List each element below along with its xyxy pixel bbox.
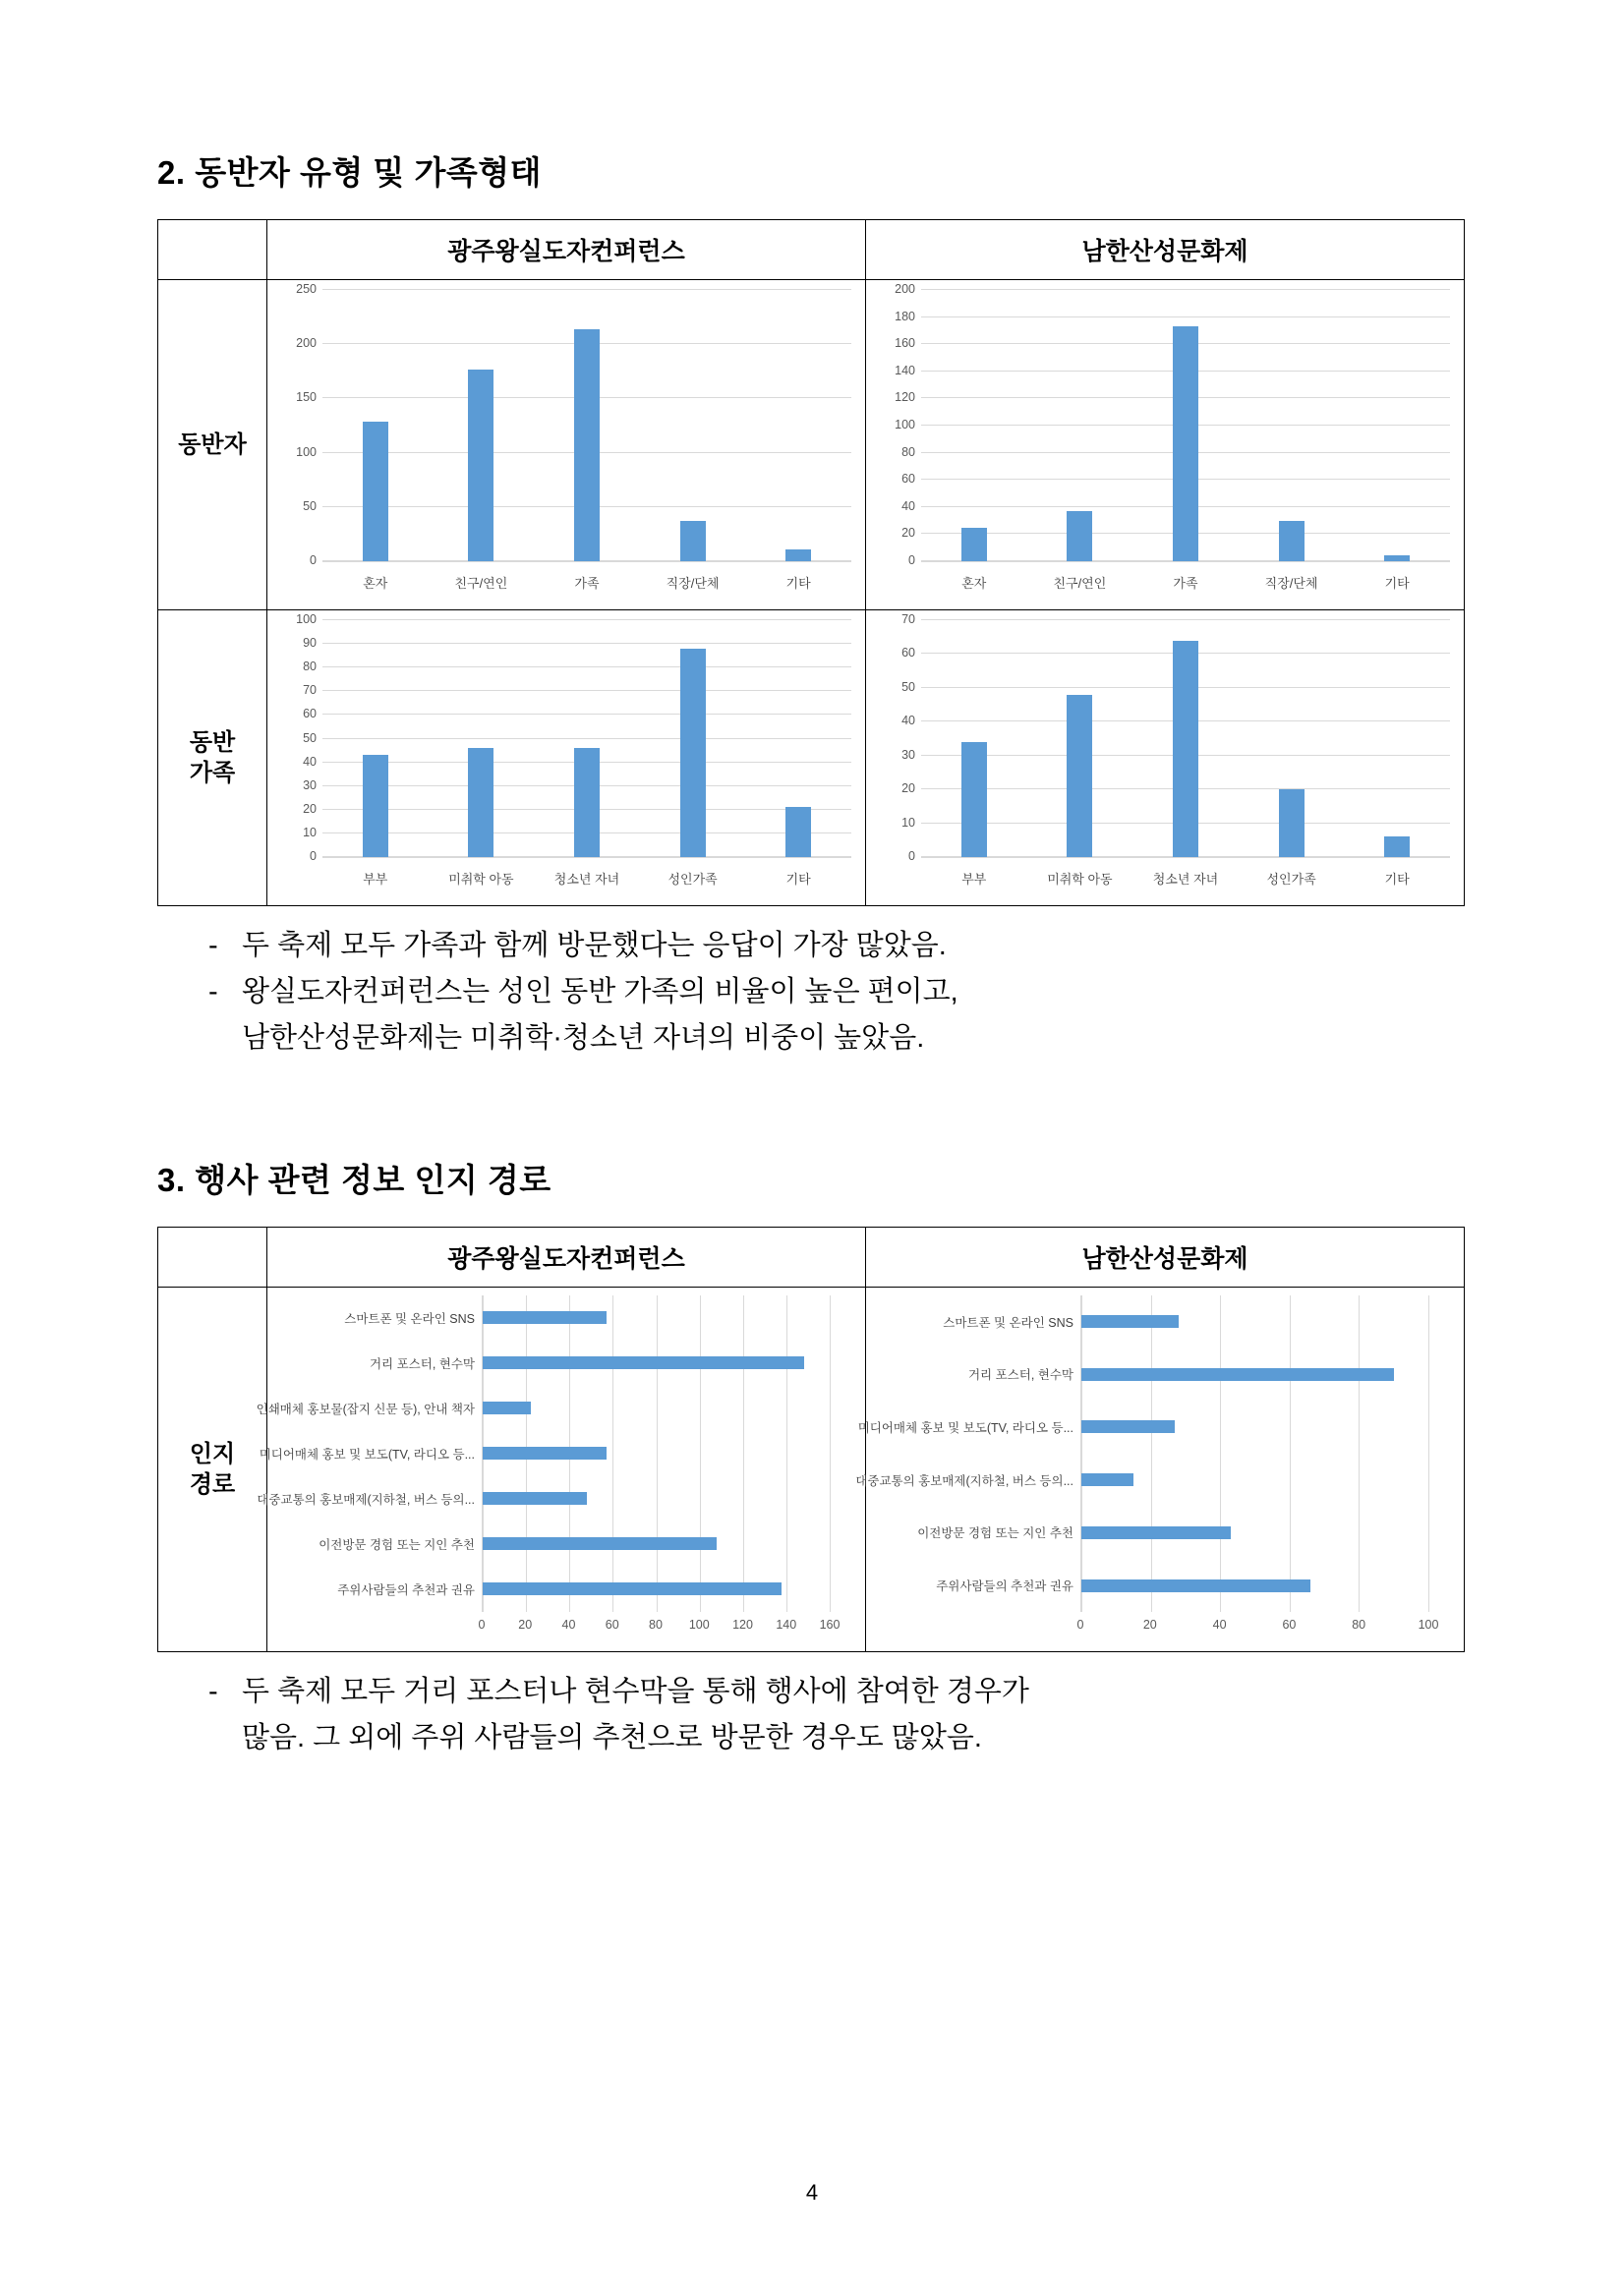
section-title-2: 2. 동반자 유형 및 가족형태 — [157, 154, 542, 191]
bar — [680, 521, 706, 561]
x-axis-tick-label: 가족 — [574, 576, 600, 591]
bar-slot — [429, 620, 535, 857]
y-axis-tick-label: 160 — [895, 336, 915, 351]
category-label: 미디어매체 홍보 및 보도(TV, 라디오 등... — [857, 1420, 1073, 1435]
note-item-continued — [157, 1716, 1467, 1760]
y-axis-tick-label: 0 — [908, 849, 915, 863]
x-axis-tick-label: 미취학 아동 — [1047, 872, 1113, 887]
y-axis-tick-label: 40 — [901, 714, 915, 728]
bar-slot — [257, 1476, 830, 1521]
y-axis-tick-label: 100 — [895, 418, 915, 431]
plot-area — [256, 1295, 830, 1612]
bar-slot — [1132, 620, 1239, 857]
bar-series — [921, 290, 1450, 561]
plot-area — [895, 282, 1450, 567]
category-label: 주위사람들의 추천과 권유 — [936, 1579, 1073, 1593]
x-axis-tick-label: 기타 — [1384, 872, 1410, 887]
y-axis-tick-label: 200 — [296, 336, 317, 351]
bar-series — [256, 1295, 830, 1612]
bar-slot — [745, 290, 851, 561]
bar — [961, 528, 987, 562]
category-label: 거리 포스터, 현수막 — [369, 1356, 475, 1371]
bar-slot — [319, 1521, 830, 1567]
table-header-row — [158, 220, 1465, 280]
x-axis-tick-label: 가족 — [1173, 576, 1198, 591]
y-axis-tick-label: 150 — [296, 390, 317, 405]
bar-slot — [259, 1431, 830, 1476]
bar-slot — [967, 1348, 1428, 1401]
x-axis-tick-label: 60 — [605, 1617, 619, 1632]
bar-slot — [1239, 290, 1345, 561]
bar-slot — [855, 1454, 1428, 1507]
bar — [1173, 326, 1198, 561]
gridline — [1428, 1295, 1429, 1612]
row-label-family — [158, 610, 267, 906]
bar — [1067, 511, 1092, 561]
x-axis-tick-label: 청소년 자녀 — [553, 872, 620, 887]
table-row — [158, 1287, 1465, 1651]
category-label: 이전방문 경험 또는 지인 추천 — [917, 1526, 1073, 1541]
x-axis-tick-label: 0 — [478, 1617, 486, 1632]
y-axis-tick-label: 60 — [303, 707, 317, 721]
chart-family-gwangju — [267, 610, 866, 906]
row-label-companion: 동반자 — [158, 280, 267, 610]
x-axis-tick-label: 직장/단체 — [666, 576, 720, 591]
bar-slot — [857, 1401, 1428, 1454]
chart-companion-namhansanseong — [866, 280, 1465, 610]
category-label: 주위사람들의 추천과 권유 — [337, 1582, 475, 1597]
bar — [961, 742, 987, 857]
bar — [468, 748, 493, 857]
bar-slot — [1239, 620, 1345, 857]
x-axis-tick-label: 혼자 — [961, 576, 987, 591]
y-axis-tick-label: 180 — [895, 309, 915, 323]
bar — [1081, 1315, 1179, 1328]
bar — [483, 1492, 587, 1505]
table-header-row — [158, 1227, 1465, 1287]
channel-table — [157, 1227, 1465, 1652]
bar-slot — [337, 1567, 830, 1612]
bar-series — [921, 620, 1450, 857]
x-axis-tick-label: 기타 — [785, 872, 811, 887]
corner-cell — [158, 1227, 267, 1287]
companion-table — [157, 219, 1465, 906]
dash-marker: - — [208, 1675, 218, 1707]
category-label: 대중교통의 홍보매제(지하철, 버스 등의... — [855, 1473, 1073, 1488]
bar-slot — [322, 620, 429, 857]
x-axis-tick-label: 100 — [1418, 1617, 1439, 1632]
x-axis-tick-label: 기타 — [785, 576, 811, 591]
y-axis-tick-label: 80 — [901, 444, 915, 459]
bar — [1279, 789, 1305, 857]
y-axis-tick-label: 40 — [303, 754, 317, 769]
bar — [483, 1582, 782, 1595]
y-axis-tick-label: 40 — [901, 498, 915, 513]
x-axis-tick-label: 20 — [1142, 1617, 1157, 1632]
y-axis-tick-label: 70 — [901, 612, 915, 626]
bar-slot — [921, 290, 1027, 561]
notes-section-3 — [157, 1670, 1467, 1760]
y-axis-tick-label: 30 — [901, 747, 915, 762]
bar — [483, 1402, 531, 1414]
x-axis-labels — [322, 573, 851, 592]
y-axis-tick-label: 140 — [895, 363, 915, 377]
y-axis-tick-label: 50 — [901, 679, 915, 694]
x-axis-tick-label: 20 — [518, 1617, 533, 1632]
bar — [468, 370, 493, 561]
header-namhansanseong: 남한산성문화제 — [866, 220, 1465, 280]
notes-section-2 — [157, 924, 1467, 1061]
bar-slot — [344, 1295, 830, 1341]
corner-cell — [158, 220, 267, 280]
plot-area — [296, 612, 851, 863]
x-axis-labels — [921, 869, 1450, 888]
x-axis-labels — [322, 869, 851, 888]
bar — [680, 649, 706, 857]
bar-slot — [534, 620, 640, 857]
x-axis-tick-label: 120 — [732, 1617, 753, 1632]
note-item — [157, 970, 1467, 1014]
bar-slot — [1027, 290, 1133, 561]
y-axis-tick-label: 20 — [901, 526, 915, 541]
y-axis-tick-label: 0 — [310, 849, 317, 863]
row-label-family-line1: 동반 — [189, 728, 236, 756]
x-axis-labels — [478, 1617, 841, 1634]
chart-companion-gwangju — [267, 280, 866, 610]
bar — [363, 755, 388, 857]
note-text: 두 축제 모두 가족과 함께 방문했다는 응답이 가장 많았음. — [242, 930, 947, 961]
y-axis-tick-label: 50 — [303, 498, 317, 513]
gridline — [830, 1295, 831, 1612]
y-axis-tick-label: 60 — [901, 646, 915, 660]
category-label: 이전방문 경험 또는 지인 추천 — [319, 1537, 475, 1552]
chart-family-namhansanseong — [866, 610, 1465, 906]
y-axis-tick-label: 50 — [303, 730, 317, 745]
y-axis-tick-label: 20 — [303, 801, 317, 816]
page-number: 4 — [805, 2180, 819, 2205]
x-axis-tick-label: 40 — [1212, 1617, 1227, 1632]
x-axis-labels — [921, 573, 1450, 592]
x-axis-tick-label: 혼자 — [363, 576, 388, 591]
bar-slot — [369, 1341, 830, 1386]
category-label: 스마트폰 및 온라인 SNS — [344, 1311, 475, 1326]
row-label-channel — [158, 1287, 267, 1651]
y-axis-tick-label: 70 — [303, 683, 317, 698]
x-axis-tick-label: 친구/연인 — [454, 576, 508, 591]
note-text: 남한산성문화제는 미취학·청소년 자녀의 비중이 높았음. — [242, 1021, 925, 1054]
plot-area — [855, 1295, 1428, 1612]
y-axis-tick-label: 250 — [296, 282, 317, 296]
bar-slot — [917, 1507, 1428, 1560]
bar — [1081, 1473, 1133, 1486]
y-axis-tick-label: 0 — [908, 553, 915, 567]
header-gwangju: 광주왕실도자컨퍼런스 — [267, 1227, 866, 1287]
bar — [785, 549, 811, 561]
x-axis-tick-label: 140 — [776, 1617, 797, 1632]
note-item — [157, 1670, 1467, 1714]
bar-slot — [1344, 290, 1450, 561]
x-axis-tick-label: 80 — [1352, 1617, 1366, 1632]
y-axis-tick-label: 10 — [303, 825, 317, 839]
plot-area — [296, 282, 851, 567]
x-axis-tick-label: 직장/단체 — [1264, 576, 1318, 591]
bar-slot — [745, 620, 851, 857]
bar-slot — [943, 1295, 1428, 1349]
bar-slot — [921, 620, 1027, 857]
x-axis-tick-label: 미취학 아동 — [448, 872, 514, 887]
y-axis-tick-label: 100 — [296, 612, 317, 626]
bar — [483, 1356, 804, 1369]
y-axis-tick-label: 100 — [296, 444, 317, 459]
x-axis-tick-label: 부부 — [363, 872, 388, 887]
bar-slot — [640, 290, 746, 561]
bar-slot — [1027, 620, 1133, 857]
bar — [785, 807, 811, 857]
note-text: 많음. 그 외에 주위 사람들의 추천으로 방문한 경우도 많았음. — [242, 1721, 982, 1753]
bar — [1279, 521, 1305, 561]
bar — [1081, 1526, 1231, 1539]
bar-slot — [640, 620, 746, 857]
category-label: 미디어매체 홍보 및 보도(TV, 라디오 등... — [259, 1447, 475, 1462]
note-item — [157, 924, 1467, 968]
bar — [483, 1537, 717, 1550]
note-item-continued — [157, 1016, 1467, 1061]
x-axis-tick-label: 80 — [649, 1617, 663, 1632]
x-axis-tick-label: 40 — [561, 1617, 576, 1632]
category-label: 인쇄매체 홍보물(잡지 신문 등), 안내 책자 — [256, 1402, 475, 1416]
row-label-channel-line1: 인지 — [189, 1440, 236, 1467]
x-axis-tick-label: 청소년 자녀 — [1152, 872, 1219, 887]
bar-slot — [1344, 620, 1450, 857]
header-namhansanseong: 남한산성문화제 — [866, 1227, 1465, 1287]
bar-slot — [322, 290, 429, 561]
bar — [1173, 641, 1198, 857]
row-label-family-line2: 가족 — [189, 760, 236, 786]
bar — [574, 329, 600, 561]
bar-series — [322, 290, 851, 561]
dash-marker: - — [208, 975, 218, 1007]
y-axis-tick-label: 120 — [895, 390, 915, 405]
x-axis-tick-label: 100 — [688, 1617, 710, 1632]
note-text: 왕실도자컨퍼런스는 성인 동반 가족의 비율이 높은 편이고, — [242, 975, 958, 1007]
x-axis-tick-label: 친구/연인 — [1053, 576, 1107, 591]
bar-series — [855, 1295, 1428, 1612]
dash-marker: - — [208, 930, 218, 961]
y-axis-tick-label: 20 — [901, 781, 915, 796]
bar — [1384, 836, 1410, 857]
plot-area — [901, 612, 1450, 863]
section-title-3: 3. 행사 관련 정보 인지 경로 — [157, 1161, 551, 1198]
table-row — [158, 280, 1465, 610]
x-axis-tick-label: 기타 — [1384, 576, 1410, 591]
category-label: 스마트폰 및 온라인 SNS — [943, 1315, 1073, 1330]
bar-slot — [1132, 290, 1239, 561]
note-text: 두 축제 모두 거리 포스터나 현수막을 통해 행사에 참여한 경우가 — [242, 1675, 1029, 1707]
y-axis-tick-label: 60 — [901, 472, 915, 487]
bar-slot — [534, 290, 640, 561]
x-axis-tick-label: 부부 — [961, 872, 987, 887]
bar-slot — [936, 1559, 1428, 1612]
y-axis-tick-label: 30 — [303, 777, 317, 792]
row-label-channel-line2: 경로 — [189, 1470, 236, 1498]
bar — [1081, 1420, 1175, 1433]
bar — [483, 1447, 607, 1460]
bar — [574, 748, 600, 857]
header-gwangju: 광주왕실도자컨퍼런스 — [267, 220, 866, 280]
y-axis-tick-label: 200 — [895, 282, 915, 296]
bar — [1081, 1368, 1394, 1381]
bar — [1384, 555, 1410, 561]
bar — [1081, 1579, 1310, 1592]
y-axis-tick-label: 10 — [901, 815, 915, 830]
x-axis-tick-label: 0 — [1076, 1617, 1084, 1632]
x-axis-tick-label: 160 — [819, 1617, 841, 1632]
category-label: 대중교통의 홍보매제(지하철, 버스 등의... — [257, 1492, 475, 1507]
bar — [1067, 695, 1092, 857]
category-label: 거리 포스터, 현수막 — [967, 1368, 1073, 1383]
chart-channel-namhansanseong — [855, 1287, 1465, 1651]
chart-channel-gwangju — [256, 1287, 866, 1651]
bar — [363, 422, 388, 561]
y-axis-tick-label: 80 — [303, 660, 317, 674]
table-row — [158, 610, 1465, 906]
bar-slot — [429, 290, 535, 561]
x-axis-tick-label: 성인가족 — [667, 872, 718, 887]
y-axis-tick-label: 90 — [303, 636, 317, 651]
y-axis-tick-label: 0 — [310, 553, 317, 567]
bar — [483, 1311, 607, 1324]
bar-series — [322, 620, 851, 857]
x-axis-labels — [1076, 1617, 1439, 1634]
x-axis-tick-label: 성인가족 — [1266, 872, 1316, 887]
bar-slot — [256, 1386, 830, 1431]
x-axis-tick-label: 60 — [1282, 1617, 1297, 1632]
